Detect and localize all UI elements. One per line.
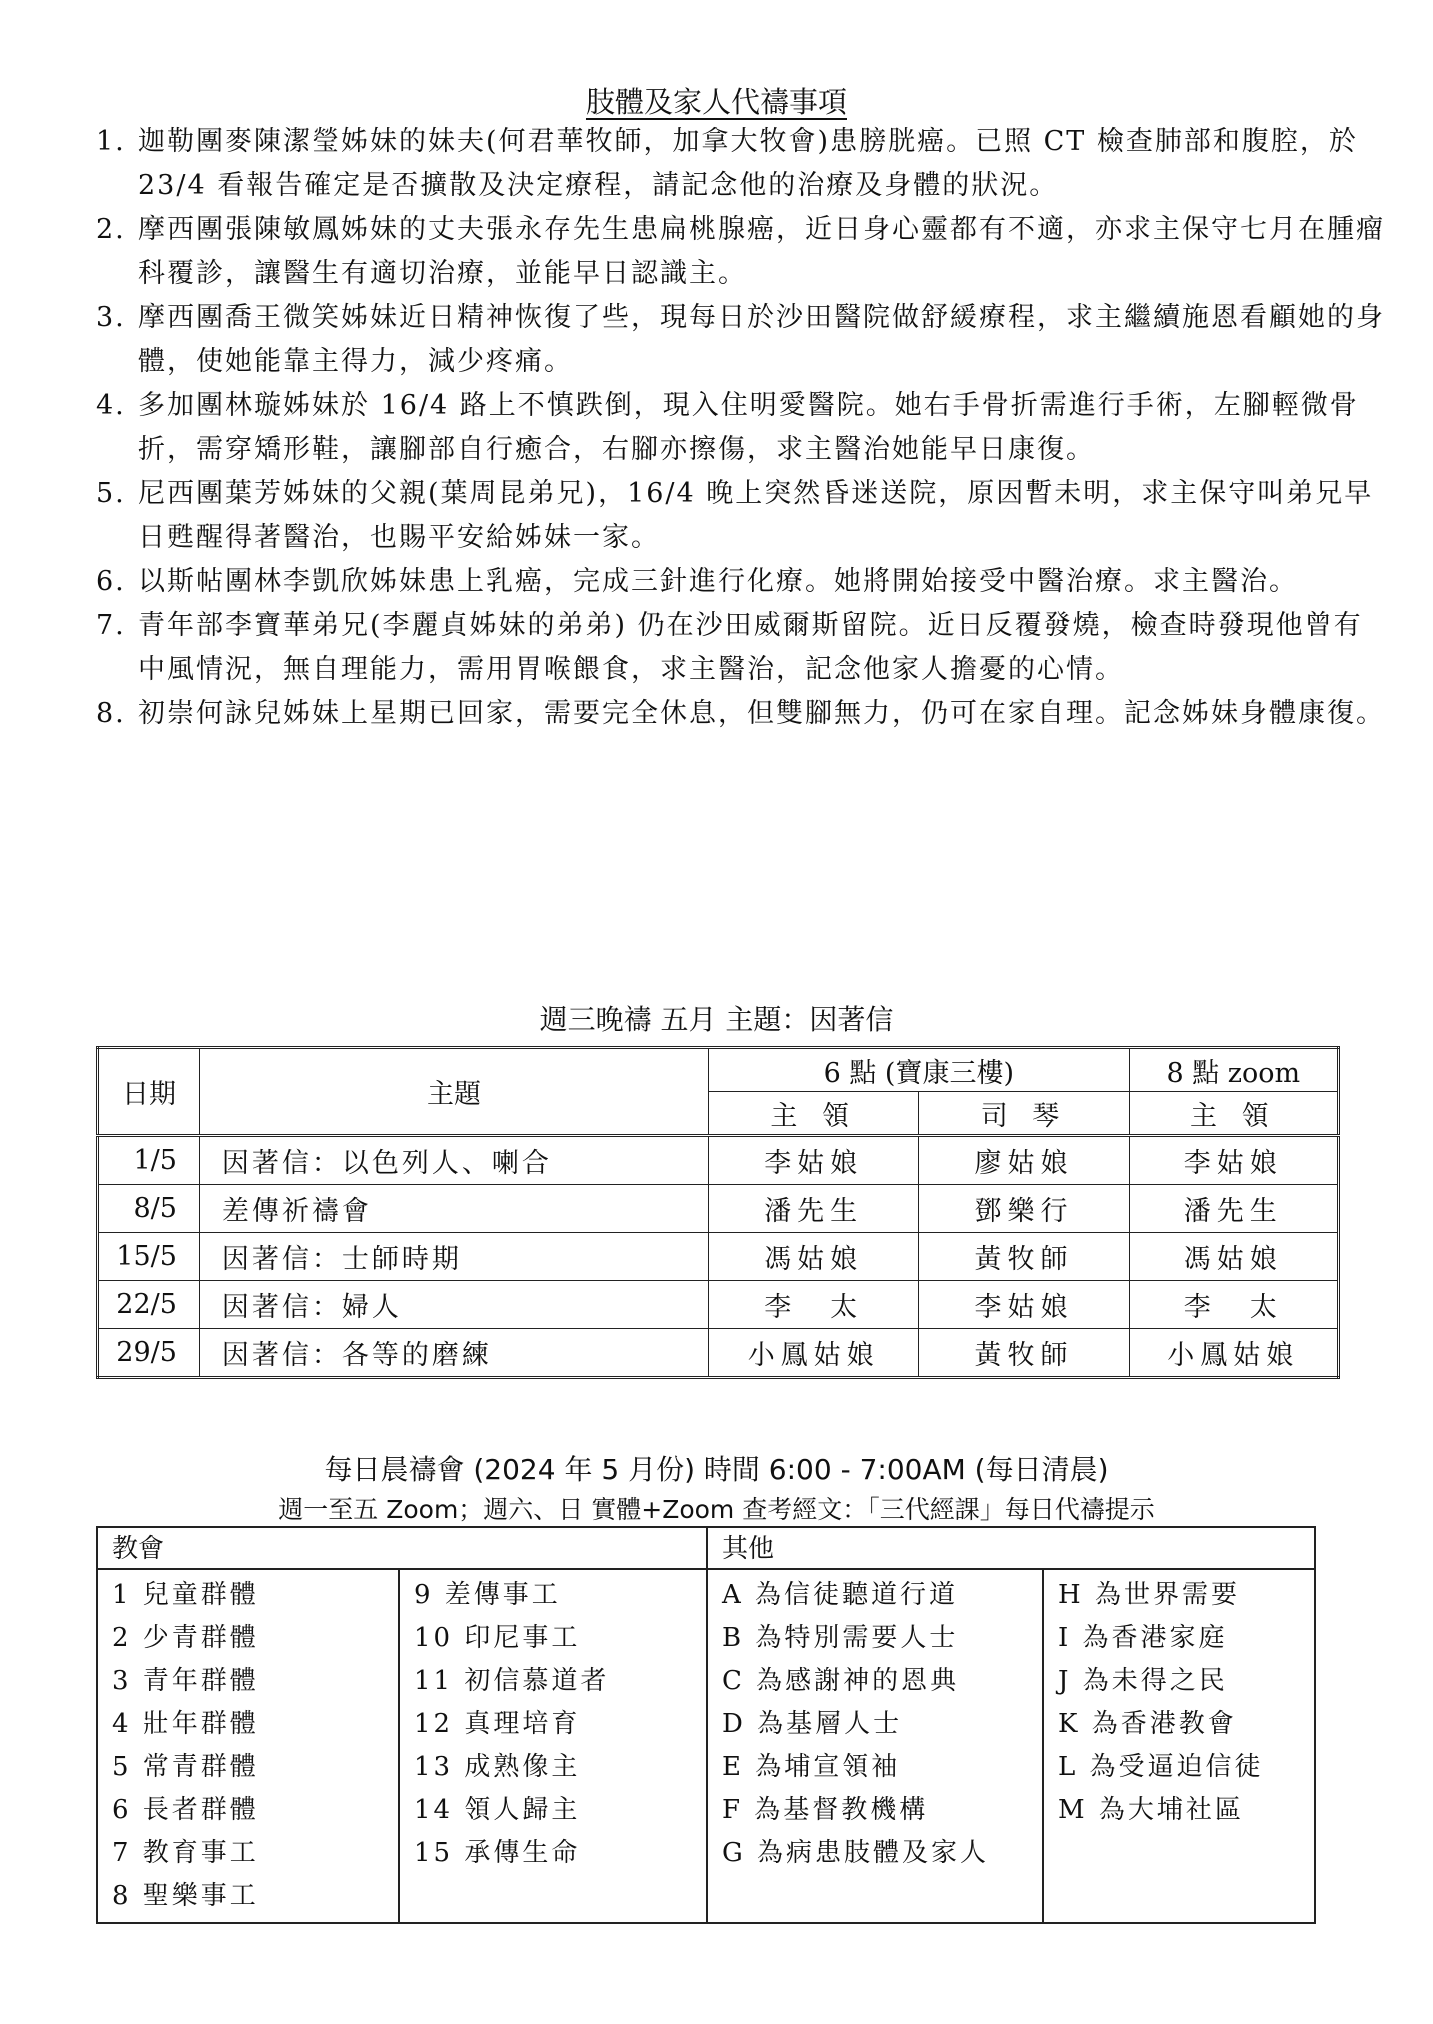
church-item: 10 印尼事工 [414,1623,581,1653]
prayer-item [96,560,1386,604]
schedule-pianist: 黃牧師 [919,1329,1129,1378]
wednesday-schedule-table [96,1046,1340,1379]
prayer-item-text: 摩西團喬王微笑姊妹近日精神恢復了些，現每日於沙田醫院做舒緩療程，求主繼續施恩看顧她的身體，使她能靠主得力，減少疼痛。 [138,302,1385,377]
schedule-zoom-leader: 潘先生 [1129,1185,1338,1233]
prayer-item-text: 初崇何詠兒姊妹上星期已回家，需要完全休息，但雙腳無力，仍可在家自理。記念姊妹身體康復。 [138,698,1385,729]
prayer-item-number: 6. [96,566,126,597]
church-item: 12 真理培育 [414,1709,581,1739]
other-item: H 為世界需要 [1058,1580,1240,1610]
schedule-zoom-leader: 馮姑娘 [1129,1233,1338,1281]
church-item: 2 少青群體 [112,1623,259,1653]
schedule-date: 22/5 [98,1281,200,1329]
prayer-item-text: 尼西團葉芳姊妹的父親(葉周昆弟兄)，16/4 晚上突然昏迷送院，原因暫未明，求主保守叫弟兄早日甦醒得著醫治，也賜平安給姊妹一家。 [138,478,1374,553]
schedule-leader: 李姑娘 [709,1136,919,1185]
prayer-item-number: 1. [96,126,126,157]
prayer-items-title-text: 肢體及家人代禱事項 [585,85,847,119]
church-item: 5 常青群體 [112,1752,259,1782]
header-pianist: 司 琴 [919,1092,1129,1136]
prayer-item-number: 8. [96,698,126,729]
other-item: M 為大埔社區 [1058,1795,1244,1825]
schedule-topic: 因著信：以色列人、喇合 [199,1136,708,1185]
header-topic: 主題 [199,1048,708,1136]
prayer-item [96,208,1386,296]
schedule-topic: 因著信：士師時期 [199,1233,708,1281]
prayer-item-number: 2. [96,214,126,245]
other-list-1 [708,1570,1042,1879]
other-item: E 為埔宣領袖 [722,1752,901,1782]
schedule-date: 8/5 [98,1185,200,1233]
other-item: K 為香港教會 [1058,1709,1237,1739]
schedule-zoom-leader: 小鳳姑娘 [1129,1329,1338,1378]
schedule-body [98,1136,1339,1378]
other-item: B 為特別需要人士 [722,1623,959,1653]
church-item: 15 承傳生命 [414,1838,581,1868]
schedule-row [98,1329,1339,1378]
prayer-item-text: 多加團林璇姊妹於 16/4 路上不慎跌倒，現入住明愛醫院。她右手骨折需進行手術，左腳輕微骨折，需穿矯形鞋，讓腳部自行癒合，右腳亦擦傷，求主醫治她能早日康復。 [138,390,1359,465]
daily-body-row [97,1569,1315,1923]
schedule-pianist: 鄧樂行 [919,1185,1129,1233]
other-list-2 [1044,1570,1314,1836]
wednesday-prayer-title: 週三晚禱 五月 主題：因著信 [539,1003,894,1036]
daily-header-row [97,1527,1315,1569]
schedule-pianist: 廖姑娘 [919,1136,1129,1185]
prayer-item-number: 4. [96,390,126,421]
prayer-item-text: 以斯帖團林李凱欣姊妹患上乳癌，完成三針進行化療。她將開始接受中醫治療。求主醫治。 [138,566,1298,597]
prayer-item-number: 5. [96,478,126,509]
prayer-item [96,120,1386,208]
prayer-item [96,384,1386,472]
header-date: 日期 [98,1048,200,1136]
prayer-item-text: 迦勒團麥陳潔瑩姊妹的妹夫(何君華牧師，加拿大牧會)患膀胱癌。已照 CT 檢查肺部和腹腔，於 23/4 看報告確定是否擴散及決定療程，請記念他的治療及身體的狀況。 [138,126,1358,201]
other-item: G 為病患肢體及家人 [722,1838,990,1868]
schedule-date: 15/5 [98,1233,200,1281]
schedule-pianist: 黃牧師 [919,1233,1129,1281]
schedule-topic: 差傳祈禱會 [199,1185,708,1233]
church-list-1 [98,1570,398,1922]
schedule-zoom-leader: 李姑娘 [1129,1136,1338,1185]
schedule-row [98,1233,1339,1281]
prayer-item [96,296,1386,384]
church-item: 4 壯年群體 [112,1709,259,1739]
other-item: I 為香港家庭 [1058,1623,1228,1653]
church-item: 8 聖樂事工 [112,1881,259,1911]
church-item: 13 成熟像主 [414,1752,581,1782]
schedule-leader: 潘先生 [709,1185,919,1233]
schedule-topic: 因著信：各等的磨練 [199,1329,708,1378]
morning-prayer-subtitle: 週一至五 Zoom；週六、日 實體+Zoom 查考經文：「三代經課」每日代禱提示 [278,1495,1155,1524]
other-item: F 為基督教機構 [722,1795,929,1825]
schedule-date: 29/5 [98,1329,200,1378]
church-item: 6 長者群體 [112,1795,259,1825]
church-header: 教會 [97,1527,707,1569]
header-eight-pm: 8 點 zoom [1129,1048,1338,1092]
daily-prayer-table [96,1526,1316,1924]
church-list-2 [400,1570,706,1879]
schedule-row [98,1136,1339,1185]
prayer-items-title [0,80,1433,121]
schedule-row [98,1185,1339,1233]
header-zoom-leader: 主 領 [1129,1092,1338,1136]
prayer-item [96,472,1386,560]
prayer-item-text: 摩西團張陳敏鳳姊妹的丈夫張永存先生患扁桃腺癌，近日身心靈都有不適，亦求主保守七月在腫瘤科覆診，讓醫生有適切治療，並能早日認識主。 [138,214,1385,289]
other-item: A 為信徒聽道行道 [722,1580,959,1610]
schedule-pianist: 李姑娘 [919,1281,1129,1329]
church-col-1 [97,1569,399,1923]
other-item: D 為基層人士 [722,1709,903,1739]
prayer-items-list [96,120,1386,736]
other-header: 其他 [707,1527,1315,1569]
other-col-2 [1043,1569,1315,1923]
church-col-2 [399,1569,707,1923]
header-leader: 主 領 [709,1092,919,1136]
header-six-pm: 6 點 (寶康三樓) [709,1048,1130,1092]
prayer-item-text: 青年部李寶華弟兄(李麗貞姊妹的弟弟) 仍在沙田威爾斯留院。近日反覆發燒，檢查時發現他曾有中風情況，無自理能力，需用胃喉餵食，求主醫治，記念他家人擔憂的心情。 [138,610,1363,685]
prayer-item-number: 3. [96,302,126,333]
other-col-1 [707,1569,1043,1923]
other-item: J 為未得之民 [1058,1666,1228,1696]
church-item: 11 初信慕道者 [414,1666,610,1696]
schedule-date: 1/5 [98,1136,200,1185]
schedule-row [98,1281,1339,1329]
schedule-topic: 因著信：婦人 [199,1281,708,1329]
church-item: 7 教育事工 [112,1838,259,1868]
prayer-item [96,692,1386,736]
church-item: 9 差傳事工 [414,1580,561,1610]
schedule-leader: 李 太 [709,1281,919,1329]
schedule-header-row-1 [98,1048,1339,1092]
church-item: 14 領人歸主 [414,1795,581,1825]
prayer-item-number: 7. [96,610,126,641]
prayer-item [96,604,1386,692]
other-item: L 為受逼迫信徒 [1058,1752,1264,1782]
schedule-zoom-leader: 李 太 [1129,1281,1338,1329]
church-item: 1 兒童群體 [112,1580,259,1610]
morning-prayer-title: 每日晨禱會 (2024 年 5 月份) 時間 6:00 - 7:00AM (每日清晨) [324,1453,1109,1486]
schedule-leader: 馮姑娘 [709,1233,919,1281]
church-item: 3 青年群體 [112,1666,259,1696]
schedule-leader: 小鳳姑娘 [709,1329,919,1378]
other-item: C 為感謝神的恩典 [722,1666,960,1696]
